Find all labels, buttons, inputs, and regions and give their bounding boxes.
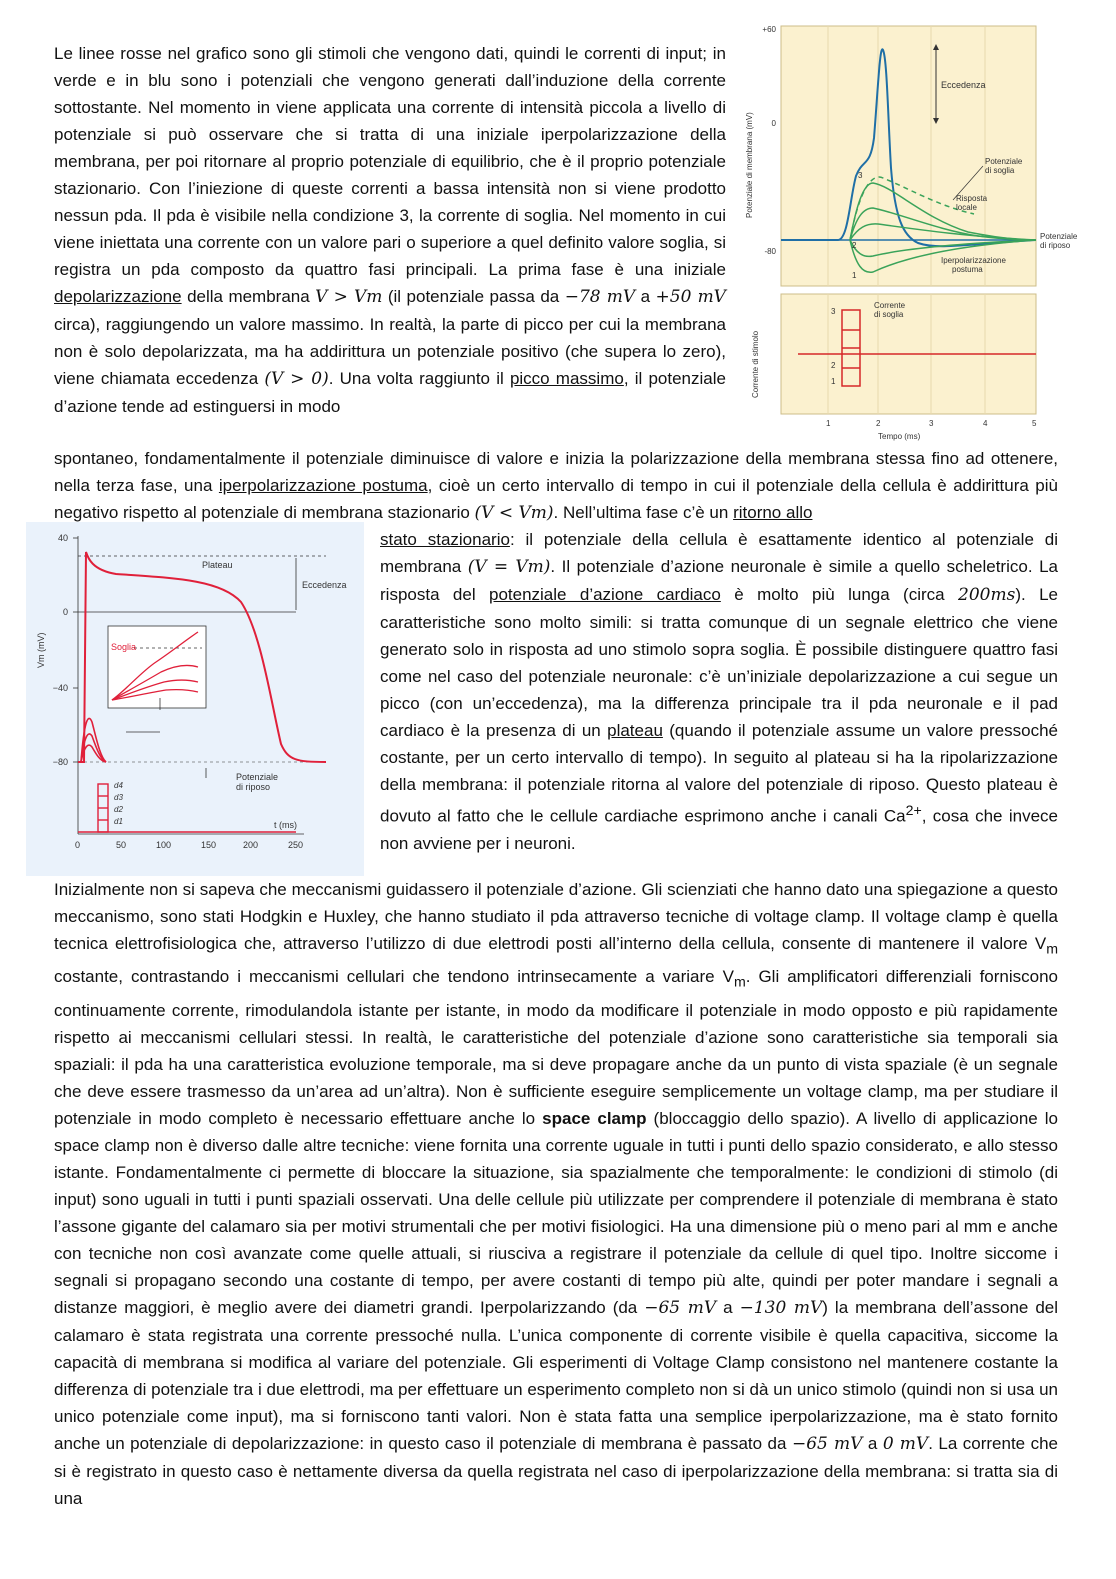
figure-cardiac-action-potential (26, 522, 364, 876)
fig1-ylabel-bottom: Corrente di stimolo (751, 330, 760, 398)
fig1-xtick-2: 2 (876, 419, 881, 428)
fig1-xlabel: Tempo (ms) (878, 432, 921, 441)
fig2-label-riposo-1: Potenziale (236, 772, 279, 782)
fig2-xtick-100: 100 (156, 840, 172, 850)
fig1-ylabel-top: Potenziale di membrana (mV) (745, 112, 754, 218)
fig2-stim-d1: d1 (114, 817, 123, 826)
fig1-xtick-1: 1 (826, 419, 831, 428)
fig1-label-risposta-1: Risposta (956, 194, 988, 203)
fig2-xlabel: t (ms) (274, 820, 297, 830)
fig2-ytick-minus40: −40 (52, 683, 68, 693)
fig1-label-riposo-1: Potenziale (1040, 232, 1078, 241)
fig1-curve-num-2: 2 (852, 241, 857, 250)
fig2-label-plateau: Plateau (202, 560, 233, 570)
fig1-curve-num-1: 1 (852, 271, 857, 280)
paragraph-neuron-ap-continued: spontaneo, fondamentalmente il potenziale diminuisce di valore e inizia la polarizzazione della membrana stessa fino ad ottenere, nella terza fase, una iperpolarizzazione postuma, cioè un certo intervallo di tempo in cui il potenziale della cellula è addirittura più negativo rispetto al potenziale di membrana stazionario (V < Vm). Nell’ultima fase c’è un ritorno allo (54, 449, 1058, 523)
fig1-label-soglia-1: Potenziale (985, 157, 1023, 166)
fig1-ytick-60: +60 (762, 25, 776, 34)
fig1-stim-num-3: 3 (831, 307, 836, 316)
fig2-label-soglia: Soglia (111, 642, 137, 652)
fig1-stim-num-1: 1 (831, 377, 836, 386)
fig1-label-corrente-1: Corrente (874, 301, 906, 310)
fig1-stim-num-2: 2 (831, 361, 836, 370)
fig2-stim-d2: d2 (114, 805, 123, 814)
fig1-top-panel (781, 26, 1036, 286)
fig2-xtick-200: 200 (243, 840, 259, 850)
fig1-xtick-5: 5 (1032, 419, 1037, 428)
paragraph-voltage-clamp: Inizialmente non si sapeva che meccanismi guidassero il potenziale d’azione. Gli scienziati che hanno dato una spiegazione a questo meccanismo, sono stati Hodgkin e Huxley, che hanno studiato il pda attraverso tecniche di voltage clamp. Il voltage clamp è quella tecnica elettrofisiologica che, attraverso l’utilizzo di due elettrodi posti all’interno della cellula, consente di mantenere il valore $V_m$ costante, contrastando i meccanismi cellulari che tendono intrinsecamente a variare $V_m$. Gli amplificatori differenziali forniscono continuamente corrente, rimodulandola istante per istante, in modo da modificare il potenziale in modo opposto e più rapidamente rispetto ai meccanismi cellulari stessi. In realtà, le caratteristiche del potenziale d’azione sono caratteristiche sia temporali sia spaziali: il pda ha una caratteristica evoluzione temporale, ma si deve propagare anche da un punto di vista spaziale (è un segnale che deve essere trasmesso da un’area ad un’altra). Non è sufficiente eseguire semplicemente un voltage clamp, ma per studiare il potenziale in modo completo è necessario effettuare anche lo space clamp (bloccaggio dello spazio). A livello di applicazione lo space clamp non è diverso dalle altre tecniche: viene fornita una corrente uguale in tutti i punti dello spazio considerato, e allo stesso istante. Fondamentalmente ci permette di bloccare la situazione, sia spazialmente che temporalmente: le condizioni di stimolo (di input) sono uguali in tutti i punti spaziali osservati. Una delle cellule più utilizzate per comprendere il potenziale di membrana è stato l’assone gigante del calamaro sia per motivi strumentali che per motivi fisiologici. Ha una dimensione più o meno pari al mm e anche con tecniche non così avanzate come quelle attuali, si riusciva a registrare il potenziale da cellule di quel tipo. Inoltre siccome i segnali si propagano secondo una costante di tempo, per avere costanti di tempo più alte, quindi per poter mandare i segnali a distanze maggiori, è meglio avere dei diametri grandi. Iperpolarizzando (da −65 mV a −130 mV) la membrana dell’assone del calamaro è stata registrata una corrente pressoché nulla. L’unica componente di corrente visibile è quella capacitiva, siccome la capacità di membrana si modifica al variare del potenziale. Gli esperimenti di Voltage Clamp consistono nel mantenere costante la differenza di potenziale tra i due elettrodi, ma per effettuare un esperimento completo non si dà un unico stimolo (quindi non si usa un unico potenziale come input), ma si forniscono tanti valori. Non è stata fatta una semplice iperpolarizzazione, ma è stato fornito anche un potenziale di depolarizzazione: in questo caso il potenziale di membrana è passato da −65 mV a 0 mV. La corrente che si è registrato in questo caso è nettamente diversa da quella registrata nel caso di iperpolarizzazione della membrana: si tratta sia di una (54, 880, 1059, 1508)
fig2-stim-d4: d4 (114, 781, 123, 790)
fig2-ytick-40: 40 (57, 533, 68, 543)
fig1-label-riposo-2: di riposo (1040, 241, 1071, 250)
paragraph-cardiac-ap: stato stazionario: il potenziale della cellula è esattamente identico al potenziale di membrana (V = Vm). Il potenziale d’azione neuronale è simile a quello scheletrico. La risposta del potenziale d’azione cardiaco è molto più lunga (circa 200ms). Le caratteristiche sono molto simili: si tratta comunque di un segnale elettrico che viene generato solo in risposta ad uno stimolo sopra soglia. È possibile distinguere quattro fasi come nel caso del potenziale neuronale: c’è un’iniziale depolarizzazione a cui segue un picco (con un’eccedenza), ma la differenza principale tra il pda neuronale e il pad cardiaco è la presenza di un plateau (quando il potenziale assume un valore pressoché costante, per un certo intervallo di tempo). In seguito al plateau si ha la ripolarizzazione della membrana: il potenziale ritorna al valore del potenziale di riposo. Questo plateau è dovuto al fatto che le cellule cardiache esprimono anche i canali $Ca^{2+}$, cosa che invece non avviene per i neuroni. (380, 530, 1059, 853)
fig1-curve-num-3: 3 (858, 171, 863, 180)
fig1-ytick-0: 0 (771, 119, 776, 128)
fig1-label-eccedenza: Eccedenza (941, 80, 986, 90)
fig1-label-iper-1: Iperpolarizzazione (941, 256, 1006, 265)
fig2-label-eccedenza: Eccedenza (302, 580, 347, 590)
fig2-ylabel: Vm (mV) (36, 632, 46, 668)
fig1-xtick-3: 3 (929, 419, 934, 428)
fig2-xtick-150: 150 (201, 840, 217, 850)
fig2-xtick-250: 250 (288, 840, 304, 850)
fig2-label-riposo-2: di riposo (236, 782, 271, 792)
fig2-xtick-0: 0 (75, 840, 81, 850)
fig1-ytick-minus80: -80 (764, 247, 776, 256)
fig2-xtick-50: 50 (116, 840, 127, 850)
paragraph-neuron-ap: Le linee rosse nel grafico sono gli stimoli che vengono dati, quindi le correnti di input; in verde e in blu sono i potenziali che vengono generati dall’induzione della corrente sottostante. Nel momento in viene applicata una corrente di intensità piccola a livello di potenziale si può osservare che si tratta di una iniziale iperpolarizzazione della membrana, per poi ritornare al proprio potenziale di equilibrio, che è il proprio potenziale stazionario. Con l’iniezione di queste correnti a bassa intensità non si viene prodotto nessun pda. Il pda è visibile nella condizione 3, la corrente di soglia. Nel momento in cui viene iniettata una corrente con un valore pari o superiore a quel definito valore soglia, si registra un pda composto da quattro fasi principali. La prima fase è una iniziale depolarizzazione della membrana V > Vm (il potenziale passa da −78 mV a +50 mV circa), raggiungendo un valore massimo. In realtà, la parte di picco per cui la membrana non è solo depolarizzata, ma ha addirittura un potenziale positivo (che supera lo zero), viene chiamata eccedenza (V > 0). Una volta raggiunto il picco massimo, il potenziale d’azione tende ad estinguersi in modo (54, 44, 726, 416)
fig1-xtick-4: 4 (983, 419, 988, 428)
fig1-label-corrente-2: di soglia (874, 310, 904, 319)
figure-neuron-action-potential (738, 18, 1100, 448)
fig2-ytick-minus80: −80 (52, 757, 68, 767)
fig2-ytick-0: 0 (62, 607, 68, 617)
fig1-label-risposta-2: locale (956, 203, 977, 212)
fig2-stim-d3: d3 (114, 793, 123, 802)
fig1-label-iper-2: postuma (952, 265, 983, 274)
fig1-label-soglia-2: di soglia (985, 166, 1015, 175)
